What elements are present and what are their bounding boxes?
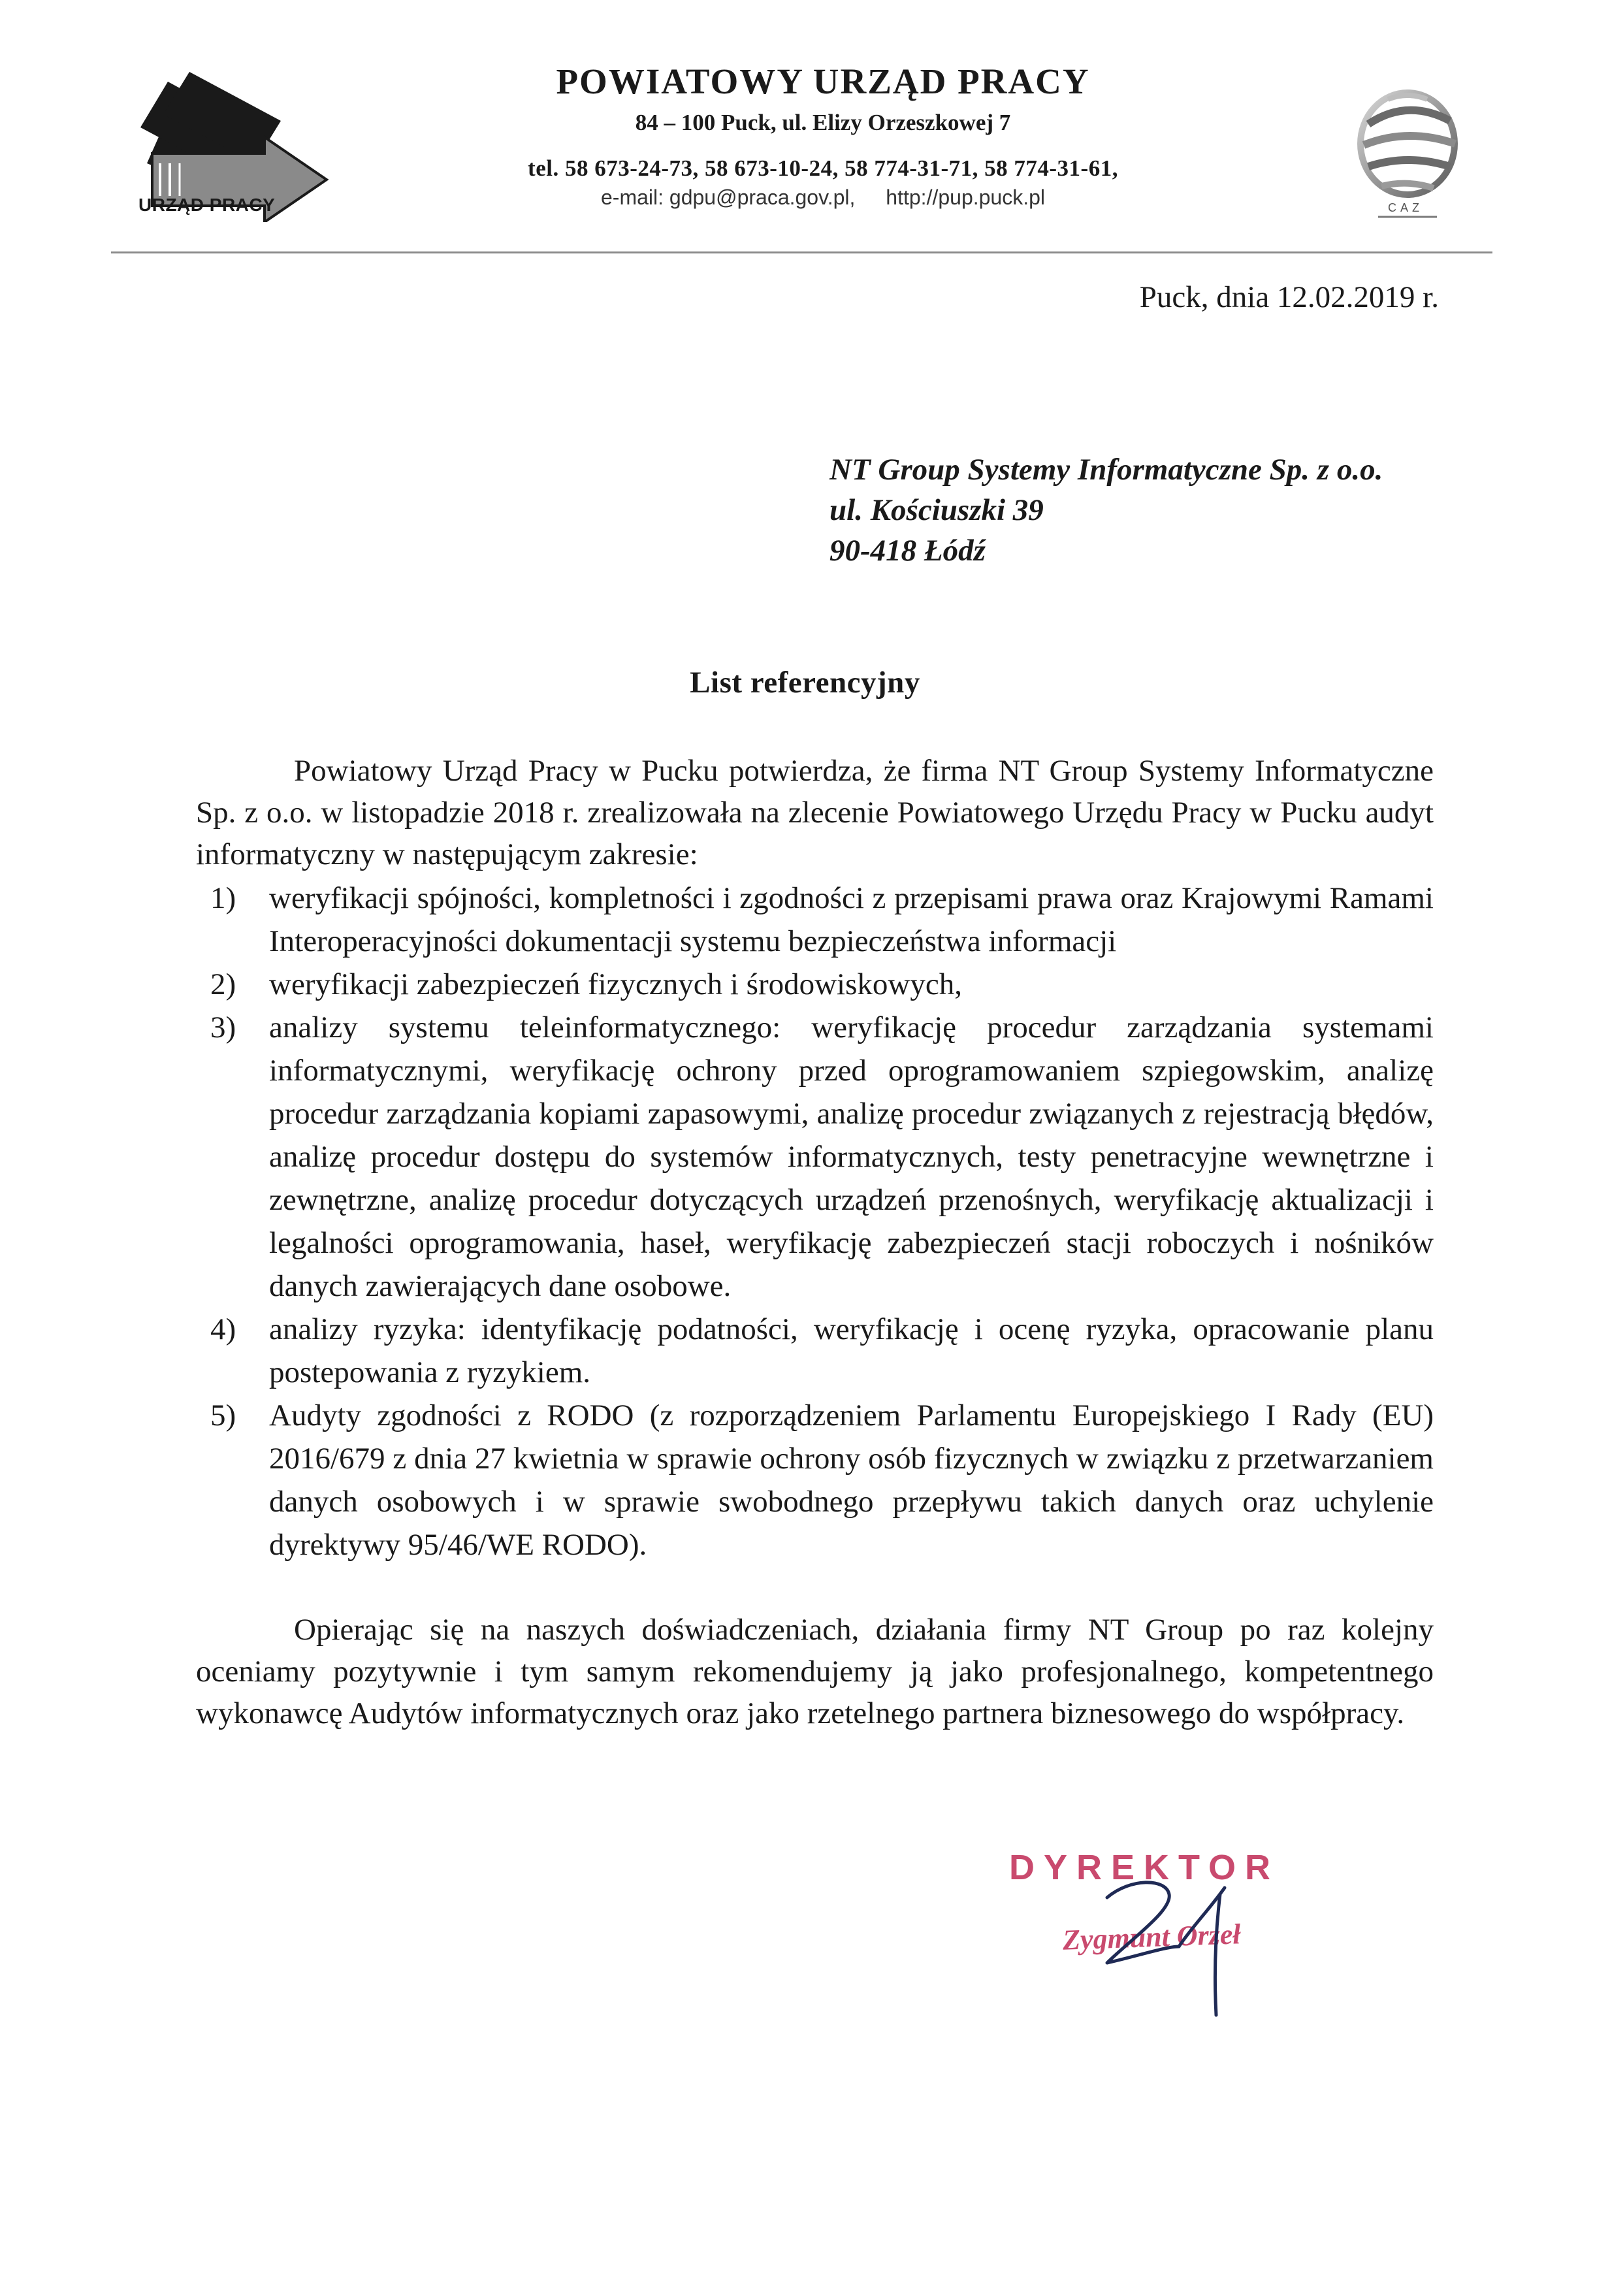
document-title: List referencyjny xyxy=(690,666,920,700)
list-item xyxy=(196,877,1434,963)
caz-caption: CAZ xyxy=(1388,201,1423,214)
list-item-text: weryfikacji spójności, kompletności i zgodności z przepisami prawa oraz Krajowymi Ramami Interoperacyjności dokumentacji systemu bezpieczeństwa informacji xyxy=(269,881,1434,958)
list-item-text: Audyty zgodności z RODO (z rozporządzeniem Parlamentu Europejskiego I Rady (EU) 2016/679 z dnia 27 kwietnia w sprawie ochrony osób fizycznych w związku z przetwarzaniem danych osobowych i w sprawie swobodnego przepływu takich danych oraz uchylenie dyrektywy 95/46/WE RODO). xyxy=(269,1399,1434,1562)
list-item-text: analizy systemu teleinformatycznego: weryfikację procedur zarządzania systemami informatycznymi, weryfikację ochrony przed oprogramowaniem szpiegowskim, analizę procedur zarządzania kopiami zapasowymi, analizę procedur związanych z rejestracją błędów, analizę procedur dostępu do systemów informatycznych, testy penetracyjne wewnętrzne i zewnętrzne, analizę procedur dotyczących urządzeń przenośnych, weryfikację aktualizacji i legalności oprogramowania, haseł, weryfikację zabezpieczeń stacji roboczych i nośników danych zawierających dane osobowe. xyxy=(269,1011,1434,1303)
list-item-number: 4) xyxy=(210,1312,236,1346)
organization-contact xyxy=(366,186,1280,210)
header-divider xyxy=(111,251,1492,253)
list-item-text: analizy ryzyka: identyfikację podatności, weryfikację i ocenę ryzyka, opracowanie planu postepowania z ryzykiem. xyxy=(269,1312,1434,1389)
stamp-title: DYREKTOR xyxy=(1009,1848,1280,1887)
audit-scope-list xyxy=(196,877,1434,1566)
list-item-number: 5) xyxy=(210,1399,236,1432)
organization-address: 84 – 100 Puck, ul. Elizy Orzeszkowej 7 xyxy=(635,109,1011,135)
list-item xyxy=(196,1394,1434,1566)
letterhead xyxy=(366,62,1280,210)
list-item xyxy=(196,1006,1434,1308)
place-and-date: Puck, dnia 12.02.2019 r. xyxy=(1139,280,1439,314)
organization-website: http://pup.puck.pl xyxy=(886,185,1046,209)
list-item xyxy=(196,963,1434,1006)
closing-paragraph: Opierając się na naszych doświadczeniach, działania firmy NT Group po raz kolejny oceniamy pozytywnie i tym samym rekomendujemy ją jako profesjonalnego, kompetentnego wykonawcę Audytów informatycznych oraz jako rzetelnego partnera biznesowego do współpracy. xyxy=(196,1613,1434,1730)
organization-name: POWIATOWY URZĄD PRACY xyxy=(556,61,1090,101)
recipient-street: ul. Kościuszki 39 xyxy=(829,493,1044,527)
list-item-number: 2) xyxy=(210,967,236,1001)
organization-phones: tel. 58 673-24-73, 58 673-10-24, 58 774-31-71, 58 774-31-61, xyxy=(528,155,1118,181)
logo-caption: URZĄD PRACY xyxy=(138,195,276,215)
stamp-name: Zygmunt Orzeł xyxy=(1062,1918,1242,1956)
recipient-address xyxy=(829,449,1383,571)
recipient-name: NT Group Systemy Informatyczne Sp. z o.o. xyxy=(829,453,1383,487)
intro-paragraph: Powiatowy Urząd Pracy w Pucku potwierdza, że firma NT Group Systemy Informatyczne Sp. z o.o. w listopadzie 2018 r. zrealizowała na zlecenie Powiatowego Urzędu Pracy w Pucku audyt informatyczny w następującym zakresie: xyxy=(196,754,1434,871)
recipient-city: 90-418 Łódź xyxy=(829,534,986,568)
caz-globe-logo xyxy=(1352,72,1463,222)
list-item-number: 3) xyxy=(210,1011,236,1044)
list-item xyxy=(196,1308,1434,1394)
list-item-text: weryfikacji zabezpieczeń fizycznych i środowiskowych, xyxy=(269,967,962,1001)
organization-email: e-mail: gdpu@praca.gov.pl, xyxy=(600,185,856,209)
handwritten-signature xyxy=(1045,1849,1267,2025)
list-item-number: 1) xyxy=(210,881,236,915)
